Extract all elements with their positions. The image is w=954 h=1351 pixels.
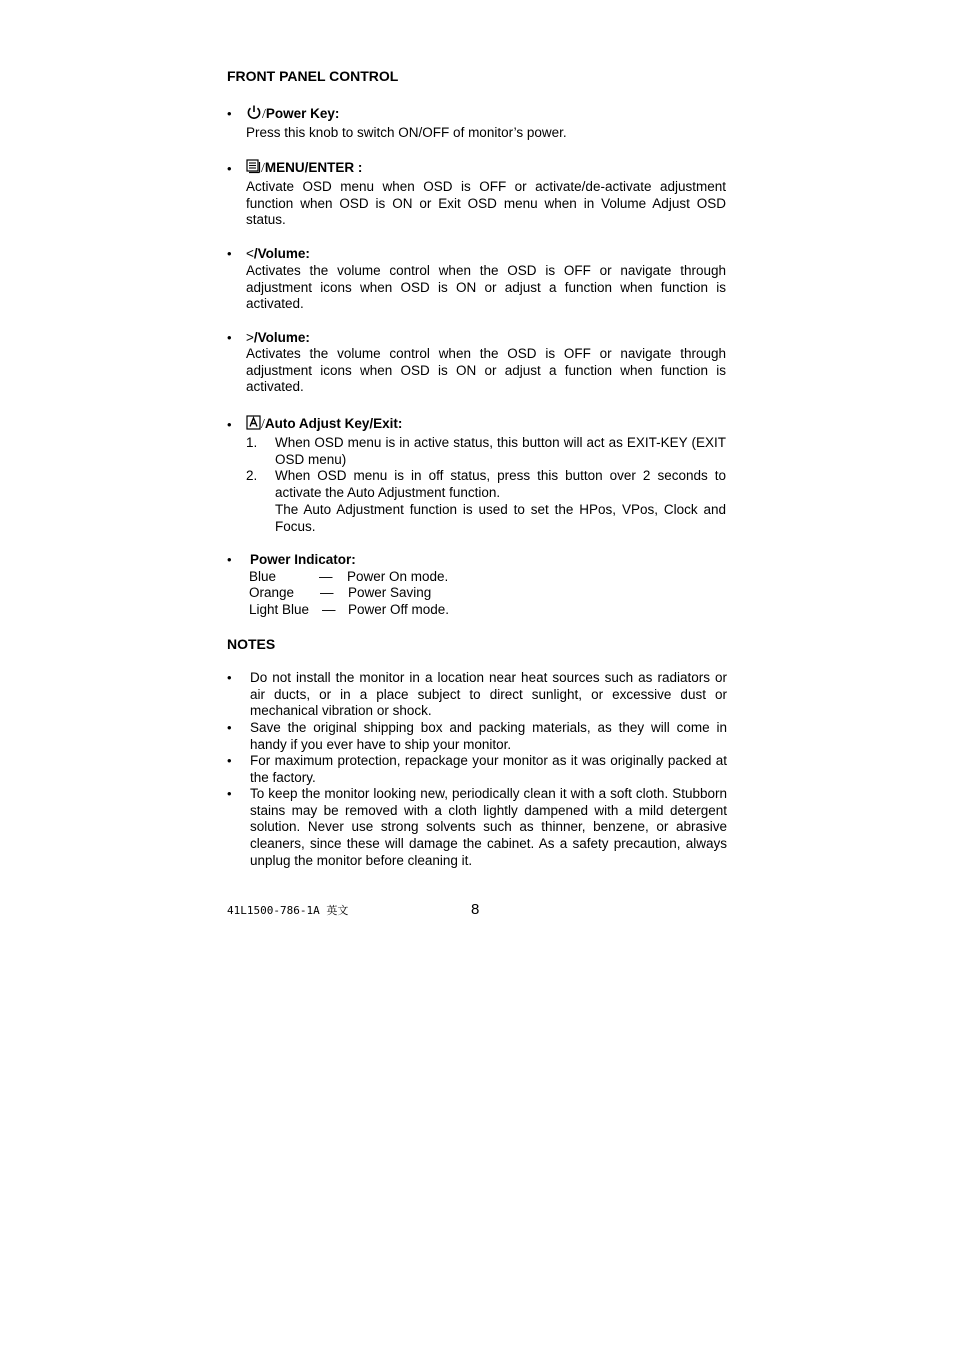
section-heading-notes: NOTES (227, 636, 276, 652)
bullet: • (227, 246, 232, 261)
bullet: • (227, 417, 232, 432)
step-number: 1. (246, 435, 258, 450)
control-description: Activates the volume control when the OSD is OFF or navigate through adjustment icons when OSD is ON or adjust a function when function is activated. (246, 263, 726, 312)
power-icon (246, 106, 262, 121)
auto-adjust-icon (246, 416, 261, 431)
control-description: Activate OSD menu when OSD is OFF or activate/de-activate adjustment function when OSD is ON or Exit OSD menu when in Volume Adjust OSD status. (246, 179, 726, 228)
bullet: • (227, 786, 232, 801)
indicator-row: Blue — Power On mode. (249, 569, 449, 584)
control-description: Activates the volume control when the OSD is OFF or navigate through adjustment icons when OSD is ON or adjust a function when function is activated. (246, 346, 726, 395)
indicator-title: Power Indicator: (250, 552, 356, 567)
left-arrow-symbol: < (246, 246, 254, 261)
step-text: When OSD menu is in off status, press this button over 2 seconds to activate the Auto Adjustment function. (275, 468, 726, 500)
indicator-row: Orange — Power Saving (249, 585, 432, 600)
right-arrow-symbol: > (246, 330, 254, 345)
step-text: When OSD menu is in active status, this button will act as EXIT-KEY (EXIT OSD menu) (275, 435, 726, 467)
note-text: For maximum protection, repackage your monitor as it was originally packed at the factory. (250, 753, 727, 785)
note-text: Save the original shipping box and packing materials, as they will come in handy if you ever have to ship your monitor. (250, 720, 727, 752)
footer-doc-code: 41L1500-786-1A 英文 (227, 904, 349, 917)
indicator-row: Light Blue — Power Off mode. (249, 602, 450, 617)
control-title: /Volume: (253, 330, 310, 345)
control-title: Power Key: (265, 106, 340, 121)
page-number: 8 (471, 901, 480, 918)
bullet: • (227, 720, 232, 735)
step-number: 2. (246, 468, 258, 483)
control-title: /Volume: (253, 246, 310, 261)
note-text: To keep the monitor looking new, periodically clean it with a soft cloth. Stubborn stains may be removed with a cloth lightly dampened with a mild detergent solution. Never use strong solvents such as thinner, benzene, or abrasive cleaners, since these will damage the cabinet. As a safety precaution, always unplug the monitor before cleaning it. (250, 786, 727, 868)
control-title: MENU/ENTER : (264, 160, 363, 175)
section-heading-front-panel: FRONT PANEL CONTROL (227, 68, 399, 84)
note-text: Do not install the monitor in a location near heat sources such as radiators or air ducts, or in a place subject to direct sunlight, or excessive dust or mechanical vibration or shock. (250, 670, 727, 719)
bullet: • (227, 161, 232, 176)
control-description: Press this knob to switch ON/OFF of monitor’s power. (246, 125, 567, 140)
control-title: Auto Adjust Key/Exit: (264, 416, 403, 431)
menu-icon (246, 160, 261, 175)
step-extra-text: The Auto Adjustment function is used to set the HPos, VPos, Clock and Focus. (275, 502, 726, 534)
bullet: • (227, 753, 232, 768)
bullet: • (227, 552, 232, 567)
bullet: • (227, 670, 232, 685)
bullet: • (227, 330, 232, 345)
bullet: • (227, 106, 232, 121)
